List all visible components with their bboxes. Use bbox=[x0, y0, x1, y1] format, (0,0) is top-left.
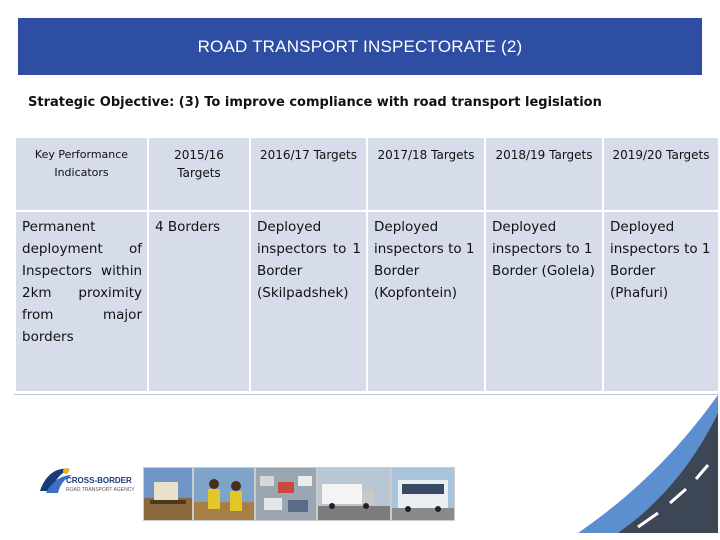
trucks-photo bbox=[317, 467, 391, 521]
header-kpi: Key Performance Indicators bbox=[15, 137, 148, 211]
slide-title: ROAD TRANSPORT INSPECTORATE (2) bbox=[197, 36, 523, 56]
header-2017-18: 2017/18 Targets bbox=[367, 137, 485, 211]
target-2016-17: Deployed inspectors to 1 Border (Skilpadshek) bbox=[250, 211, 367, 392]
strategic-objective: Strategic Objective: (3) To improve compliance with road transport legislation bbox=[28, 95, 602, 110]
logo-text: CROSS-BORDER bbox=[66, 476, 132, 485]
logo-subtext: ROAD TRANSPORT AGENCY bbox=[66, 487, 135, 493]
header-2016-17: 2016/17 Targets bbox=[250, 137, 367, 211]
bus-photo bbox=[391, 467, 455, 521]
footer-banner bbox=[14, 394, 718, 533]
target-2015-16: 4 Borders bbox=[148, 211, 250, 392]
header-2018-19: 2018/19 Targets bbox=[485, 137, 603, 211]
target-2017-18: Deployed inspectors to 1 Border (Kopfontein) bbox=[367, 211, 485, 392]
border-post-photo bbox=[143, 467, 193, 521]
traffic-queue-photo bbox=[255, 467, 317, 521]
slide-title-bar bbox=[18, 18, 702, 75]
road-graphic bbox=[578, 395, 718, 533]
kpi-table bbox=[14, 136, 720, 393]
target-2019-20: Deployed inspectors to 1 Border (Phafuri) bbox=[603, 211, 719, 392]
target-2018-19: Deployed inspectors to 1 Border (Golela) bbox=[485, 211, 603, 392]
header-2019-20: 2019/20 Targets bbox=[603, 137, 719, 211]
table-row bbox=[15, 211, 719, 392]
kpi-cell: Permanent deployment of Inspectors within 2km proximity from major borders bbox=[15, 211, 148, 392]
table-header-row bbox=[15, 137, 719, 211]
header-2015-16: 2015/16 Targets bbox=[148, 137, 250, 211]
inspectors-photo bbox=[193, 467, 255, 521]
